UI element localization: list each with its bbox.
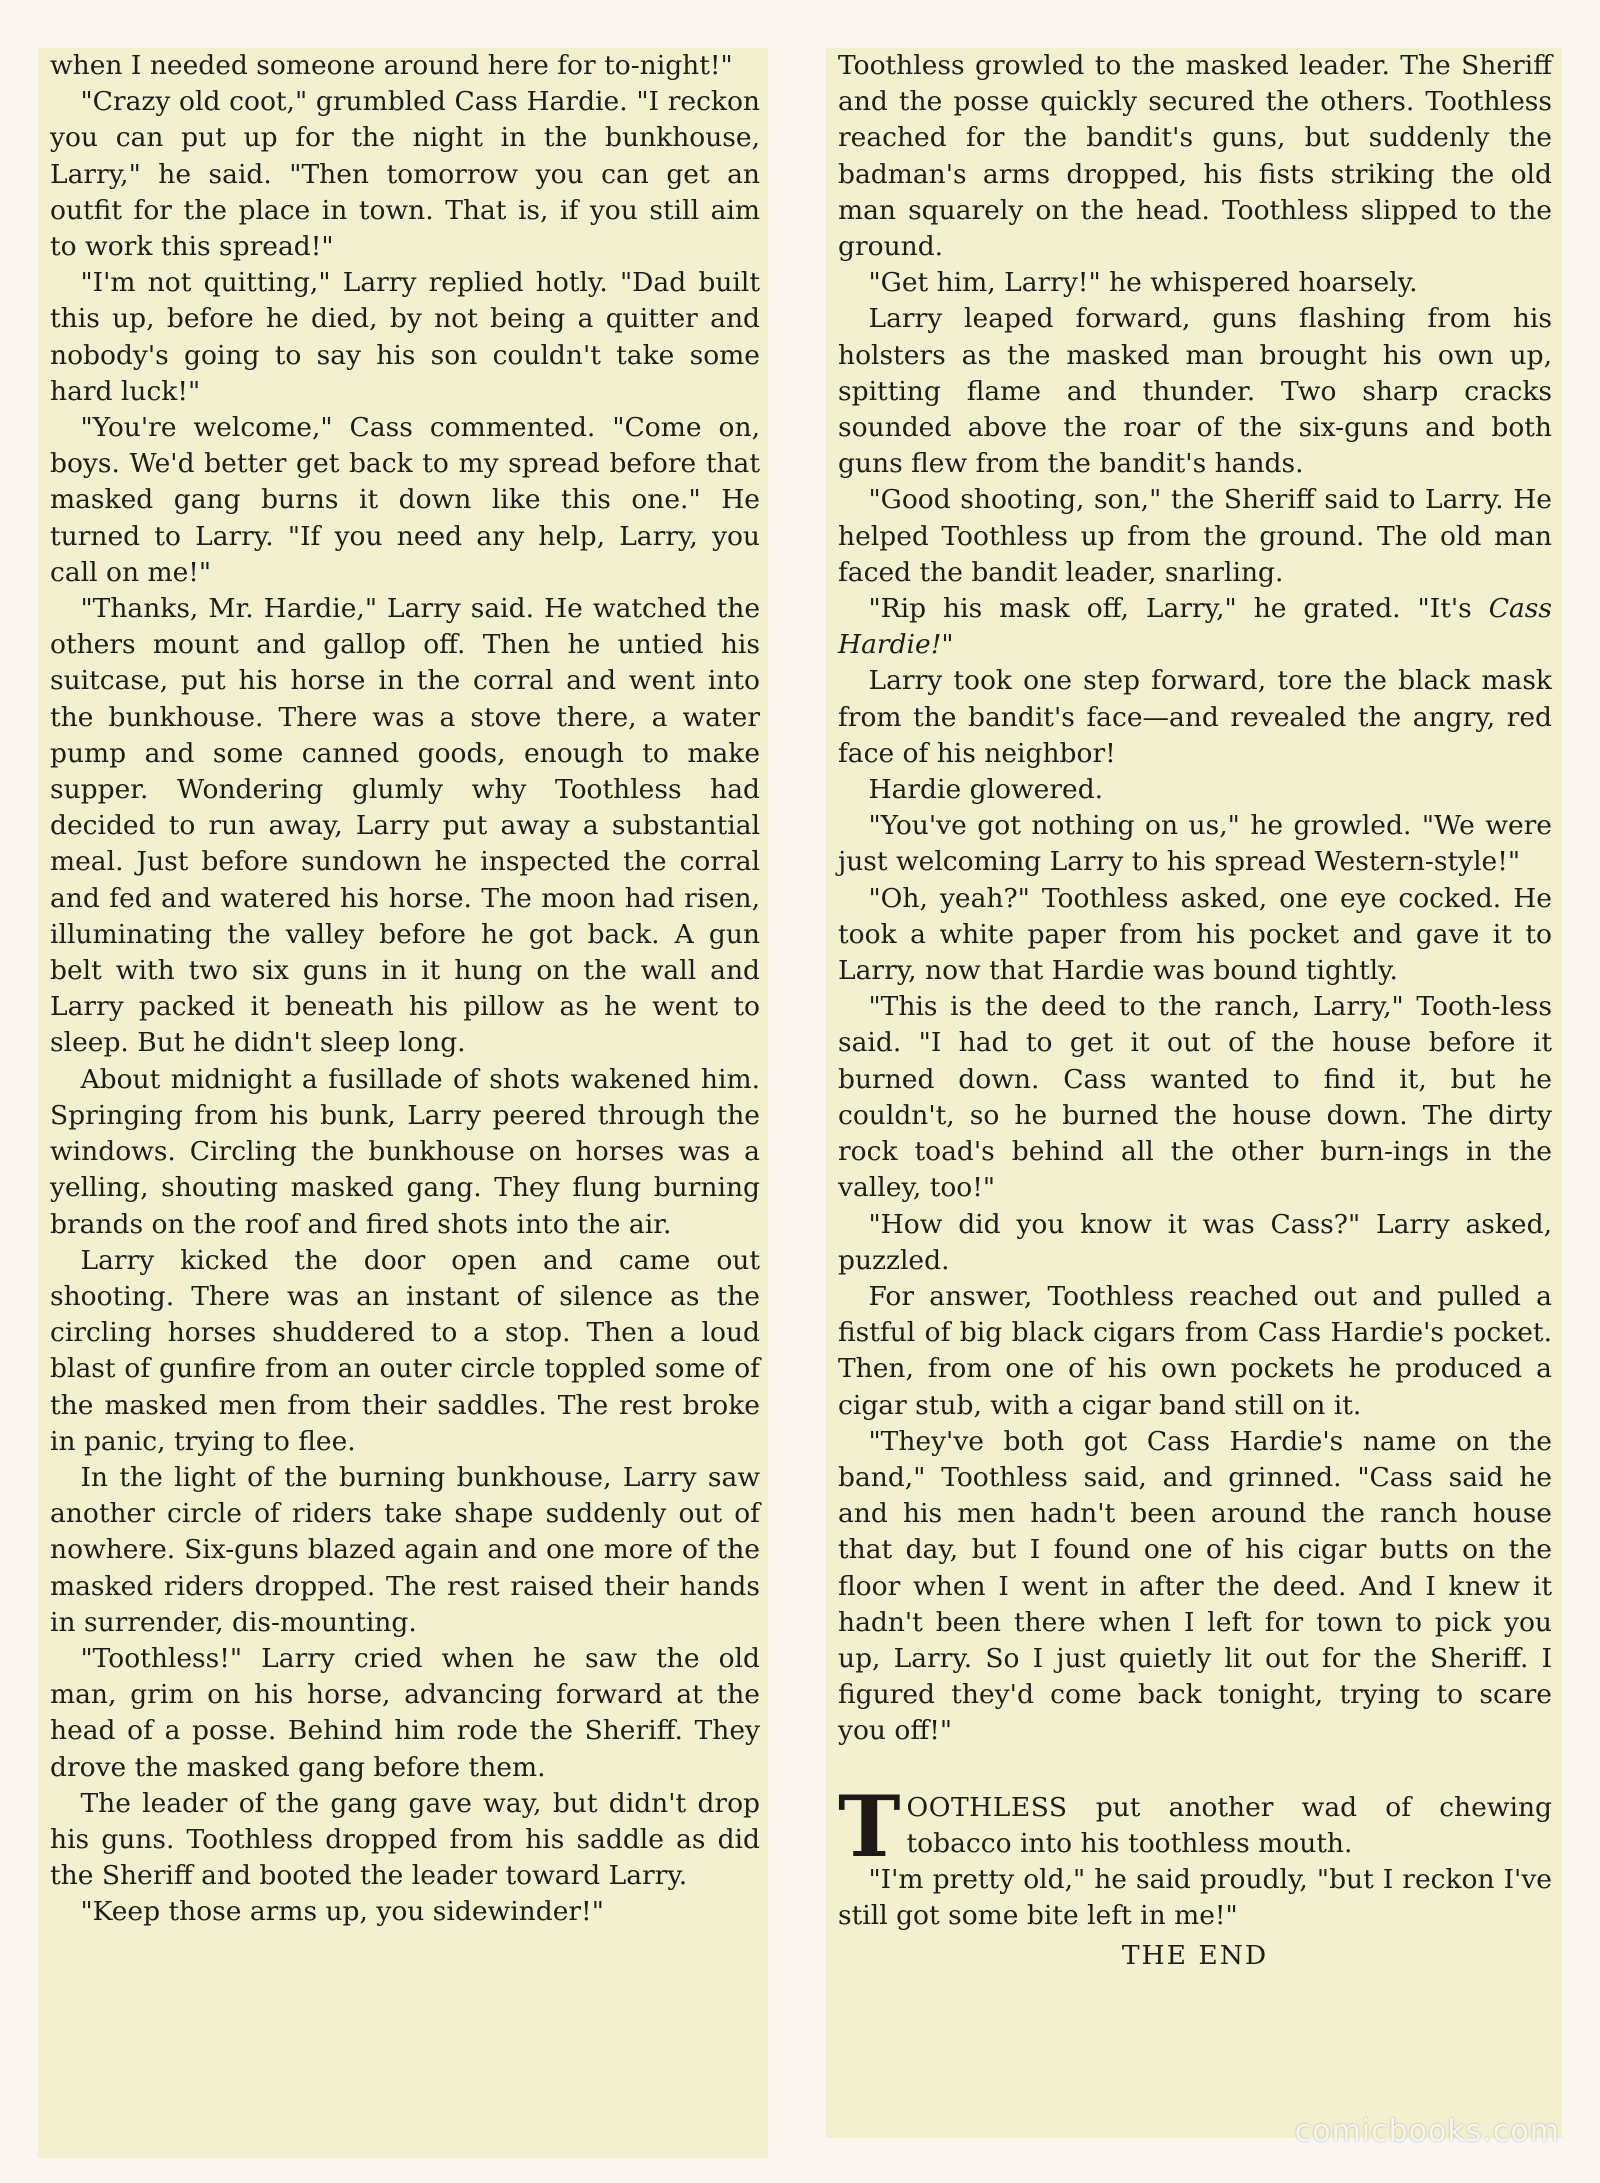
paragraph: when I needed someone around here for to-night!" bbox=[50, 50, 733, 81]
paragraph-dropcap bbox=[838, 1776, 1552, 1876]
paragraph: Larry took one step forward, tore the black mask from the bandit's face—and revealed the angry, red face of his neighbor! bbox=[838, 665, 1552, 769]
paragraph: "They've both got Cass Hardie's name on the band," Toothless said, and grinned. "Cass said he and his men hadn't been around the ranch house that day, but I found one of his cigar butts on the floor when I went in after the deed. And I knew it hadn't been there when I left for town to pick you up, Larry. So I just quietly lit out for the Sheriff. I figured they'd come back tonight, trying to scare you off!" bbox=[838, 1425, 1552, 1747]
paragraph: Hardie glowered. bbox=[868, 774, 1104, 806]
paragraph: "I'm pretty old," he said proudly, "but I reckon I've still got some bite left in me!" bbox=[838, 1863, 1552, 1932]
paragraph: Larry kicked the door open and came out shooting. There was an instant of silence as the circling horses shuddered to a stop. Then a loud blast of gunfire from an outer circle toppled some of the masked men from their saddles. The rest broke in panic, trying to flee. bbox=[50, 1244, 760, 1457]
paragraph: About midnight a fusillade of shots wakened him. Springing from his bunk, Larry peered through the windows. Circling the bunkhouse on horses was a yelling, shouting masked gang. They flung burning brands on the roof and fired shots into the air. bbox=[50, 1063, 760, 1240]
paragraph: The leader of the gang gave way, but didn't drop his guns. Toothless dropped from his saddle as did the Sheriff and booted the leader toward Larry. bbox=[50, 1787, 760, 1892]
paragraph: "How did you know it was Cass?" Larry asked, puzzled. bbox=[838, 1208, 1552, 1276]
lead-caps: OOTHLESS bbox=[906, 1791, 1068, 1823]
paragraph: "Get him, Larry!" he whispered hoarsely. bbox=[868, 267, 1418, 299]
paragraph bbox=[838, 591, 1552, 663]
paragraph-text: put another wad of chewing tobacco into his toothless mouth. bbox=[906, 1791, 1552, 1859]
text-column-right bbox=[826, 48, 1562, 2138]
the-end-label: THE END bbox=[1121, 1940, 1269, 1972]
paragraph: Toothless growled to the masked leader. The Sheriff and the posse quickly secured the others. Toothless reached for the bandit's guns, but suddenly the badman's arms dropped, his fists striking the old man squarely on the head. Toothless slipped to the ground. bbox=[838, 50, 1552, 263]
paragraph-text: "Rip his mask off, Larry," he grated. "It's bbox=[868, 593, 1489, 625]
paragraph: "Toothless!" Larry cried when he saw the old man, grim on his horse, advancing forward at the head of a posse. Behind him rode the Sheriff. They drove the masked gang before them. bbox=[50, 1642, 760, 1783]
paragraph: "Crazy old coot," grumbled Cass Hardie. "I reckon you can put up for the night in the bunkhouse, Larry," he said. "Then tomorrow you can get an outfit for the place in town. That is, if you still aim to work this spread!" bbox=[50, 86, 760, 263]
paragraph: "You're welcome," Cass commented. "Come on, boys. We'd better get back to my spread before that masked gang burns it down like this one." He turned to Larry. "If you need any help, Larry, you call on me!" bbox=[50, 412, 760, 588]
paragraph: "Keep those arms up, you sidewinder!" bbox=[80, 1896, 604, 1928]
paragraph: "Good shooting, son," the Sheriff said to Larry. He helped Toothless up from the ground. The old man faced the bandit leader, snarling. bbox=[838, 484, 1552, 588]
paragraph: "Thanks, Mr. Hardie," Larry said. He watched the others mount and gallop off. Then he untied his suitcase, put his horse in the corral and went into the bunkhouse. There was a stove there, a water pump and some canned goods, enough to make supper. Wondering glumly why Toothless had decided to run away, Larry put away a substantial meal. Just before sundown he inspected the corral and fed and watered his horse. The moon had risen, illuminating the valley before he got back. A gun belt with two six guns in it hung on the wall and Larry packed it beneath his pillow as he went to sleep. But he didn't sleep long. bbox=[50, 593, 760, 1059]
emphasized-name: Cass Hardie!" bbox=[838, 593, 1552, 661]
paragraph: "Oh, yeah?" Toothless asked, one eye cocked. He took a white paper from his pocket and gave it to Larry, now that Hardie was bound tightly. bbox=[838, 882, 1552, 987]
paragraph: For answer, Toothless reached out and pulled a fistful of big black cigars from Cass Hardie's pocket. Then, from one of his own pockets he produced a cigar stub, with a cigar band still on it. bbox=[838, 1280, 1552, 1421]
section-break bbox=[838, 1750, 1552, 1790]
paragraph: Larry leaped forward, guns flashing from his holsters as the masked man brought his own up, spitting flame and thunder. Two sharp cracks sounded above the roar of the six-guns and both guns flew from the bandit's hands. bbox=[838, 303, 1552, 480]
paragraph: "I'm not quitting," Larry replied hotly. "Dad built this up, before he died, by not being a quitter and nobody's going to say his son couldn't take some hard luck!" bbox=[50, 267, 760, 407]
text-column-left bbox=[38, 48, 768, 2158]
drop-cap: T bbox=[838, 1776, 901, 1876]
paragraph: "This is the deed to the ranch, Larry," Tooth-less said. "I had to get it out of the house before it burned down. Cass wanted to find it, but he couldn't, so he burned the house down. The dirty rock toad's behind all the other burn-ings in the valley, too!" bbox=[838, 991, 1552, 1204]
paragraph: In the light of the burning bunkhouse, Larry saw another circle of riders take shape suddenly out of nowhere. Six-guns blazed again and one more of the masked riders dropped. The rest raised their hands in surrender, dis-mounting. bbox=[50, 1461, 760, 1638]
paragraph: "You've got nothing on us," he growled. "We were just welcoming Larry to his spread Western-style!" bbox=[838, 810, 1552, 878]
watermark: comicbooks.com bbox=[1294, 2114, 1560, 2149]
